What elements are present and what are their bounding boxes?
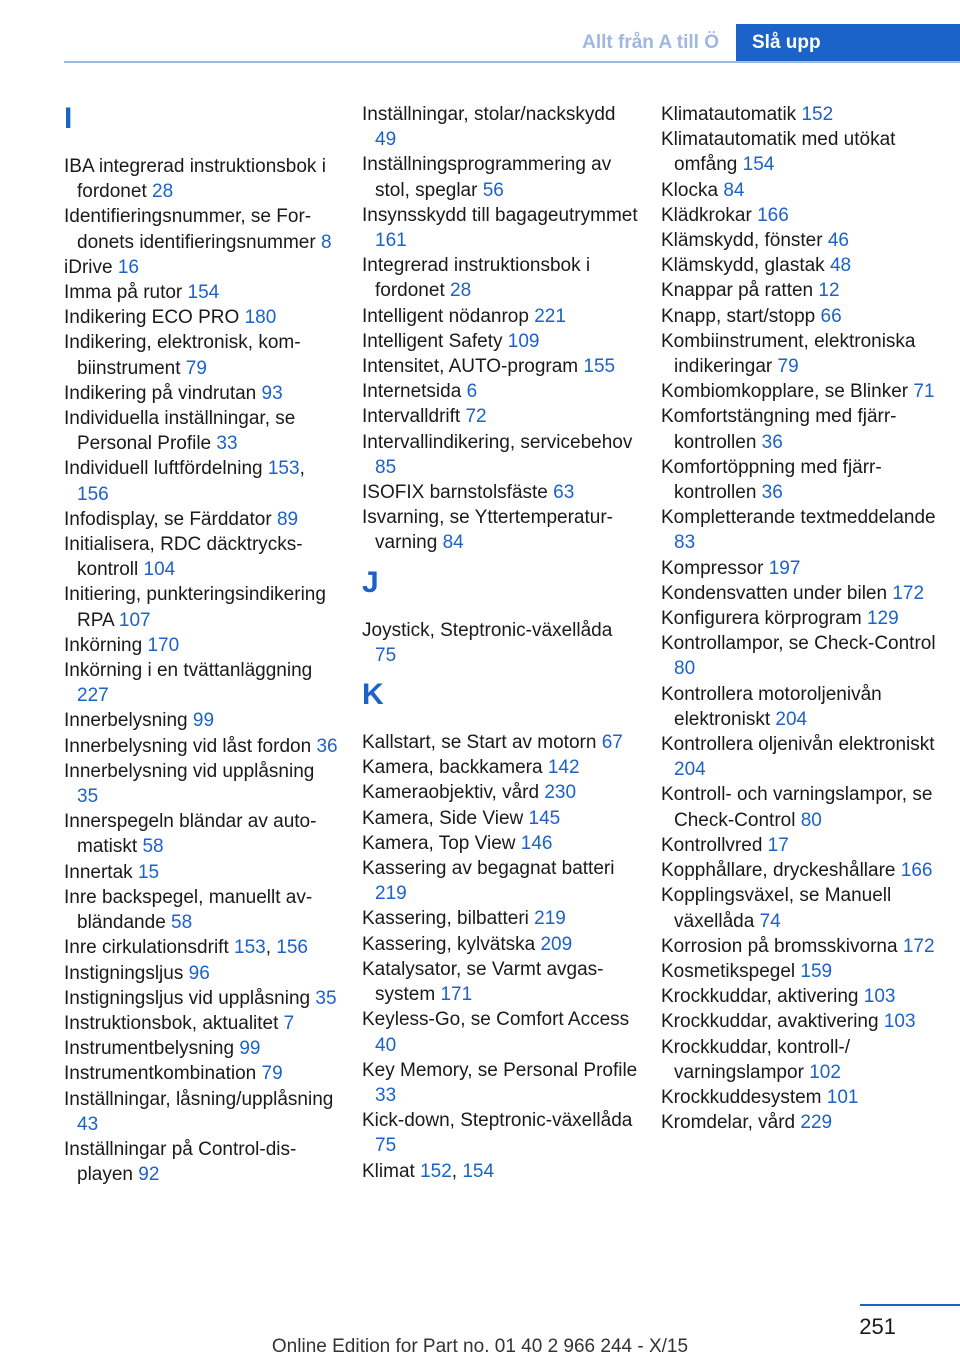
page-link[interactable]: 49 [375, 129, 397, 151]
index-entry [362, 480, 638, 505]
index-entry-text: Kompressor [661, 557, 764, 579]
page-link[interactable]: 161 [375, 230, 407, 252]
index-entry [64, 734, 340, 759]
index-entry [64, 507, 340, 532]
index-entry-text: Identifieringsnummer, se Fordonets identifieringsnummer [64, 206, 316, 253]
index-entry [64, 860, 340, 885]
index-entry-text: Kopplingsväxel, se Manuell växellåda [661, 885, 892, 932]
index-entry-text: Kombiinstrument, elektroniska indikeringar [661, 330, 916, 378]
index-entry [362, 957, 638, 1007]
index-entry-text: Inställningsprogrammering av stol, speglar [362, 154, 612, 201]
page-link[interactable]: 104 [143, 559, 176, 581]
index-entry [362, 505, 638, 555]
index-entry [362, 831, 638, 856]
index-entry-text: Klämskydd, glastak [661, 255, 825, 277]
page-link[interactable]: 17 [767, 834, 789, 856]
page-link[interactable]: 152 [420, 1160, 452, 1182]
index-entry [64, 809, 340, 859]
index-entry-text: Joystick, Steptronic-växellåda [362, 619, 613, 641]
index-entry-text: Infodisplay, se Färddator [64, 508, 272, 530]
page-link[interactable]: 103 [863, 986, 896, 1008]
index-entry [64, 708, 340, 733]
page-link[interactable]: 99 [239, 1038, 261, 1060]
index-entry-text: Innertak [64, 861, 133, 883]
header-bar [0, 24, 960, 62]
index-entry [661, 379, 937, 404]
page-link[interactable]: 6 [466, 381, 478, 403]
page-link[interactable]: 227 [77, 685, 109, 707]
index-entry [64, 154, 340, 204]
page-link[interactable]: 80 [800, 809, 822, 831]
index-entry-text: Intensitet, AUTO-program [362, 356, 579, 378]
index-entry [362, 906, 638, 931]
index-entry [661, 934, 937, 959]
index-entry-text: Kassering av begagnat batteri [362, 858, 615, 880]
index-entry-text: ISOFIX barnstolsfäste [362, 482, 548, 504]
index-entry-text: Initiering, punkteringsindikering RPA [64, 584, 326, 631]
index-entry [661, 178, 937, 203]
page-link[interactable]: 83 [674, 532, 696, 554]
index-entry [661, 984, 937, 1009]
page-link[interactable]: 36 [761, 482, 783, 504]
page-link[interactable]: 48 [829, 255, 852, 277]
index-entry-text: Initialisera, RDC däcktryckskontroll [64, 534, 303, 581]
index-entry: Inre cirkulationsdrift 153, 156 [64, 937, 308, 959]
index-entry-text: Katalysator, se Varmt avgassystem [362, 958, 604, 1006]
index-entry-text: Inre backspegel, manuellt avbländande [64, 886, 313, 934]
index-entry: Individuell luftfördelning 153, 156 [64, 458, 305, 505]
index-entry [661, 959, 937, 984]
page-link[interactable]: 107 [118, 609, 151, 631]
index-entry-text: Komfortöppning med fjärrkontrollen [661, 456, 882, 504]
index-entry [661, 606, 937, 631]
index-entry [64, 280, 340, 305]
page-link[interactable]: 197 [768, 557, 801, 579]
edition-footer: Online Edition for Part no. 01 40 2 966 244 - X/15 [271, 1336, 689, 1357]
page-link[interactable]: 67 [601, 732, 623, 754]
index-entry [64, 582, 340, 632]
index-entry-text: Inkörning i en tvättanläggning [64, 660, 313, 682]
index-entry [661, 102, 937, 127]
index-entry-text: Klocka [661, 179, 719, 201]
page-link[interactable]: 219 [534, 908, 566, 930]
page-link[interactable]: 229 [800, 1112, 833, 1134]
page-link[interactable]: 84 [442, 532, 464, 554]
index-entry [362, 1007, 638, 1057]
index-entry [661, 278, 937, 303]
index-entry [64, 885, 340, 935]
index-entry [362, 806, 638, 831]
index-entry-text: Innerbelysning vid låst fordon [64, 735, 312, 757]
page-link[interactable]: 99 [192, 710, 215, 732]
index-entry [661, 682, 937, 732]
index-entry [362, 404, 638, 429]
index-entry-text: Indikering, elektronisk, kombiinstrument [64, 332, 301, 379]
page-link[interactable]: 166 [900, 860, 933, 882]
page-link[interactable]: 129 [866, 608, 899, 630]
section-tab-a-to-o[interactable]: Allt från A till Ö [582, 32, 719, 53]
index-entry [64, 961, 340, 986]
page-link[interactable]: 92 [138, 1164, 160, 1186]
index-entry [661, 833, 937, 858]
index-entry [362, 780, 638, 805]
page-link[interactable]: 16 [117, 256, 139, 278]
page-link[interactable]: 33 [375, 1084, 397, 1106]
page-link[interactable]: 209 [540, 933, 573, 955]
page-link[interactable]: 103 [883, 1011, 916, 1033]
page-link[interactable]: 85 [375, 456, 397, 478]
index-entry-text: Knapp, start/stopp [661, 305, 816, 327]
index-entry-text: Intelligent nödanrop [362, 305, 529, 327]
header-divider [64, 61, 960, 63]
index-entry-text: Kameraobjektiv, vård [362, 782, 540, 804]
page-link[interactable]: 8 [320, 231, 332, 253]
index-entry-text: Kick-down, Steptronic-växellåda [362, 1110, 633, 1132]
index-entry [661, 1035, 937, 1085]
page-link[interactable]: 153 [234, 937, 266, 959]
page-link[interactable]: 84 [723, 179, 745, 201]
index-entry [64, 532, 340, 582]
page-number-rule [860, 1304, 960, 1306]
index-entry [362, 329, 638, 354]
page-link[interactable]: 154 [462, 1160, 495, 1182]
index-entry: Klimat 152, 154 [362, 1160, 495, 1182]
index-entry-text: Klimatautomatik [661, 104, 797, 125]
index-entry-text: Krockkuddar, avaktivering [661, 1011, 879, 1033]
index-entry-text: Inställningar, låsning/upplåsning [64, 1088, 334, 1110]
index-entry [362, 304, 638, 329]
page-link[interactable]: 153 [267, 458, 300, 480]
section-tab-look-up[interactable]: Slå upp [736, 24, 960, 62]
index-entry-text: Indikering ECO PRO [64, 307, 240, 329]
page-link[interactable]: 166 [757, 204, 789, 226]
index-entry-text: Key Memory, se Personal Profile [362, 1059, 638, 1081]
index-entry-text: Kopphållare, dryckeshållare [661, 860, 896, 882]
index-entry [362, 730, 638, 755]
page-link[interactable]: 74 [759, 910, 781, 932]
page-link[interactable]: 159 [800, 960, 833, 982]
index-entry-text: Insynsskydd till bagageutrymmet [362, 204, 638, 226]
index-entry-text: Kamera, Side View [362, 807, 524, 829]
page-link[interactable]: 75 [375, 644, 397, 666]
page-link[interactable]: 28 [152, 181, 174, 203]
page-link[interactable]: 156 [77, 483, 109, 505]
index-entry [64, 1011, 340, 1036]
index-entry-text: Knappar på ratten [661, 280, 814, 302]
index-entry [64, 330, 340, 380]
page-link[interactable]: 146 [520, 832, 553, 854]
page-link[interactable]: 109 [507, 330, 540, 352]
index-entry [362, 430, 638, 480]
index-entry [661, 329, 937, 379]
index-entry-text: Klädkrokar [661, 204, 752, 226]
page-link[interactable]: 180 [244, 307, 277, 329]
page-link[interactable]: 230 [544, 782, 577, 804]
index-entry [362, 102, 638, 152]
page-link[interactable]: 89 [276, 508, 299, 530]
index-column-1 [64, 102, 340, 1187]
index-entry-text: Individuella inställningar, se Personal Profile [64, 408, 296, 455]
index-entry-text: Kontrollvred [661, 834, 763, 856]
index-entry [64, 986, 340, 1011]
index-entry [362, 379, 638, 404]
index-entry [64, 305, 340, 330]
page-link[interactable]: 72 [465, 406, 487, 428]
index-entry [64, 204, 340, 254]
index-entry [64, 1036, 340, 1061]
index-entry [64, 381, 340, 406]
page-link[interactable]: 35 [77, 786, 99, 808]
index-entry [661, 404, 937, 454]
index-entry-text: Kamera, backkamera [362, 757, 543, 779]
index-entry-text: Kosmetikspegel [661, 960, 796, 982]
index-entry [661, 1110, 937, 1135]
index-entry [661, 1085, 937, 1110]
index-entry [64, 1087, 340, 1137]
page-link[interactable]: 75 [375, 1135, 397, 1157]
index-entry-text: Klimat [362, 1160, 415, 1182]
index-entry-text: IBA integrerad instruktionsbok i fordonet [64, 156, 326, 203]
index-entry [64, 255, 340, 280]
index-entry [64, 658, 340, 708]
index-entry-text: iDrive [64, 256, 113, 278]
index-entry-text: Kontrollampor, se Check-Control [661, 633, 936, 655]
page-link[interactable]: 155 [583, 356, 616, 378]
index-entry [362, 253, 638, 303]
page-link[interactable]: 12 [818, 280, 840, 302]
page-link[interactable]: 71 [913, 381, 935, 403]
index-entry [661, 455, 937, 505]
page-link[interactable]: 28 [450, 280, 472, 302]
page-link[interactable]: 79 [185, 357, 207, 379]
page-link[interactable]: 170 [147, 634, 180, 656]
page-link[interactable]: 102 [809, 1061, 841, 1083]
page-link[interactable]: 79 [777, 356, 799, 378]
index-entry-text: Indikering på vindrutan [64, 382, 257, 404]
page-link[interactable]: 142 [547, 757, 580, 779]
index-entry [362, 152, 638, 202]
index-entry-text: Innerbelysning vid upplåsning [64, 760, 315, 782]
index-entry-text: Kassering, bilbatteri [362, 908, 529, 930]
index-entry-text: Kondensvatten under bilen [661, 582, 888, 604]
index-entry [661, 505, 937, 555]
index-entry [64, 1137, 340, 1187]
index-entry [661, 1009, 937, 1034]
index-entry [661, 581, 937, 606]
index-entry [661, 883, 937, 933]
page-link[interactable]: 93 [261, 382, 283, 404]
page-link[interactable]: 36 [761, 431, 783, 453]
index-entry [661, 203, 937, 228]
page-link[interactable]: 156 [276, 937, 308, 959]
index-entry-text: Inställningar, stolar/nackskydd [362, 104, 616, 125]
page-link[interactable]: 63 [553, 482, 575, 504]
index-entry-text: Korrosion på bromsskivorna [661, 935, 898, 957]
index-entry-text: Krockkuddesystem [661, 1086, 822, 1108]
page-link[interactable]: 152 [801, 104, 834, 125]
page-link[interactable]: 221 [534, 305, 566, 327]
index-entry-text: Instigningsljus vid upplåsning [64, 987, 311, 1009]
index-entry [661, 253, 937, 278]
index-entry [64, 633, 340, 658]
index-entry-text: Intelligent Safety [362, 330, 503, 352]
index-entry-text: Internetsida [362, 381, 462, 403]
index-entry-text: Kamera, Top View [362, 832, 516, 854]
index-entry-text: Kontrollera oljenivån elektroniskt [661, 734, 935, 756]
page-link[interactable]: 33 [216, 433, 238, 455]
index-entry-text: Inställningar på Control-displayen [64, 1138, 297, 1186]
page-link[interactable]: 36 [316, 735, 338, 757]
index-entry-text: Innerspegeln bländar av automatiskt [64, 811, 317, 858]
index-entry-text: Innerbelysning [64, 710, 188, 732]
page-link[interactable]: 7 [283, 1012, 295, 1034]
index-entry-text: Kontroll- och varningslampor, se Check-Control [661, 784, 933, 831]
index-entry-text: Intervalldrift [362, 406, 461, 428]
index-entry [362, 1108, 638, 1158]
page-link[interactable]: 66 [820, 305, 842, 327]
page-link[interactable]: 154 [187, 282, 220, 304]
index-entry-text: Klimatautomatik med utökat omfång [661, 129, 896, 176]
index-entry-text: Kassering, kylvätska [362, 933, 536, 955]
page-link[interactable]: 15 [137, 861, 160, 883]
page-link[interactable]: 171 [440, 984, 473, 1006]
page-link[interactable]: 154 [742, 154, 775, 176]
index-entry [661, 127, 937, 177]
index-entry-text: Individuell luftfördelning [64, 458, 263, 480]
index-entry-text: Inkörning [64, 634, 143, 656]
index-entry-text: Krockkuddar, aktivering [661, 986, 859, 1008]
index-entry-text: Intervallindikering, servicebehov [362, 431, 633, 453]
index-entry-text: Inre cirkulationsdrift [64, 937, 229, 959]
index-entry-text: Kontrollera motoroljenivån elektroniskt [661, 683, 882, 730]
page-link[interactable]: 145 [528, 807, 561, 829]
index-entry-text: Isvarning, se Yttertemperaturvarning [362, 507, 613, 554]
index-column-2 [362, 102, 638, 1184]
index-entry-text: Kompletterande textmeddelande [661, 507, 936, 529]
index-entry [362, 755, 638, 780]
index-entry-text: Instruktionsbok, aktualitet [64, 1012, 279, 1034]
index-entry [661, 228, 937, 253]
index-entry [661, 631, 937, 681]
index-entry [64, 1061, 340, 1086]
index-entry [362, 856, 638, 906]
index-entry-text: Kromdelar, vård [661, 1112, 796, 1134]
index-letter-heading: I [64, 102, 73, 135]
index-entry [661, 858, 937, 883]
page-link[interactable]: 172 [902, 935, 935, 957]
index-entry [661, 782, 937, 832]
index-entry-text: Konfigurera körprogram [661, 608, 862, 630]
page-link[interactable]: 79 [261, 1063, 283, 1085]
index-entry [661, 304, 937, 329]
page-link[interactable]: 56 [482, 179, 504, 201]
index-entry [661, 556, 937, 581]
index-letter-heading: J [362, 565, 379, 599]
index-entry-text: Krockkuddar, kontroll-/ varningslampor [661, 1036, 851, 1083]
index-entry-text: Keyless-Go, se Comfort Access [362, 1009, 630, 1031]
page-number: 251 [859, 1314, 896, 1339]
index-entry [661, 732, 937, 782]
page-link[interactable]: 40 [375, 1034, 397, 1056]
index-entry-text: Imma på rutor [64, 282, 183, 304]
index-entry-text: Kallstart, se Start av motorn [362, 732, 597, 754]
page-link[interactable]: 172 [892, 582, 925, 604]
page-link[interactable]: 58 [142, 836, 164, 858]
index-entry [64, 406, 340, 456]
index-entry-text: Instigningsljus [64, 962, 184, 984]
index-column-3 [661, 102, 937, 1135]
page-link[interactable]: 219 [375, 883, 407, 905]
index-entry-text: Komfortstängning med fjärrkontrollen [661, 406, 897, 453]
index-letter-heading: K [362, 678, 384, 712]
page-link[interactable]: 43 [77, 1113, 99, 1135]
index-entry-text: Integrerad instruktionsbok i fordonet [362, 255, 591, 302]
index-entry [362, 354, 638, 379]
index-entry-text: Instrumentbelysning [64, 1038, 235, 1060]
page-link[interactable]: 35 [315, 987, 337, 1009]
page-link[interactable]: 58 [171, 912, 193, 934]
index-entry-text: Klämskydd, fönster [661, 230, 823, 252]
page-link[interactable]: 46 [827, 230, 849, 252]
index-entry [362, 203, 638, 253]
index-entry [64, 759, 340, 809]
page-link[interactable]: 101 [826, 1086, 859, 1108]
index-entry [362, 932, 638, 957]
page-link[interactable]: 204 [775, 708, 808, 730]
index-entry [362, 1058, 638, 1108]
index-entry [362, 618, 638, 668]
index-entry-text: Kombiomkopplare, se Blinker [661, 381, 909, 403]
index-entry-text: Instrumentkombination [64, 1063, 257, 1085]
page-link[interactable]: 80 [674, 658, 696, 680]
page-link[interactable]: 96 [188, 962, 210, 984]
page-link[interactable]: 204 [674, 759, 706, 781]
